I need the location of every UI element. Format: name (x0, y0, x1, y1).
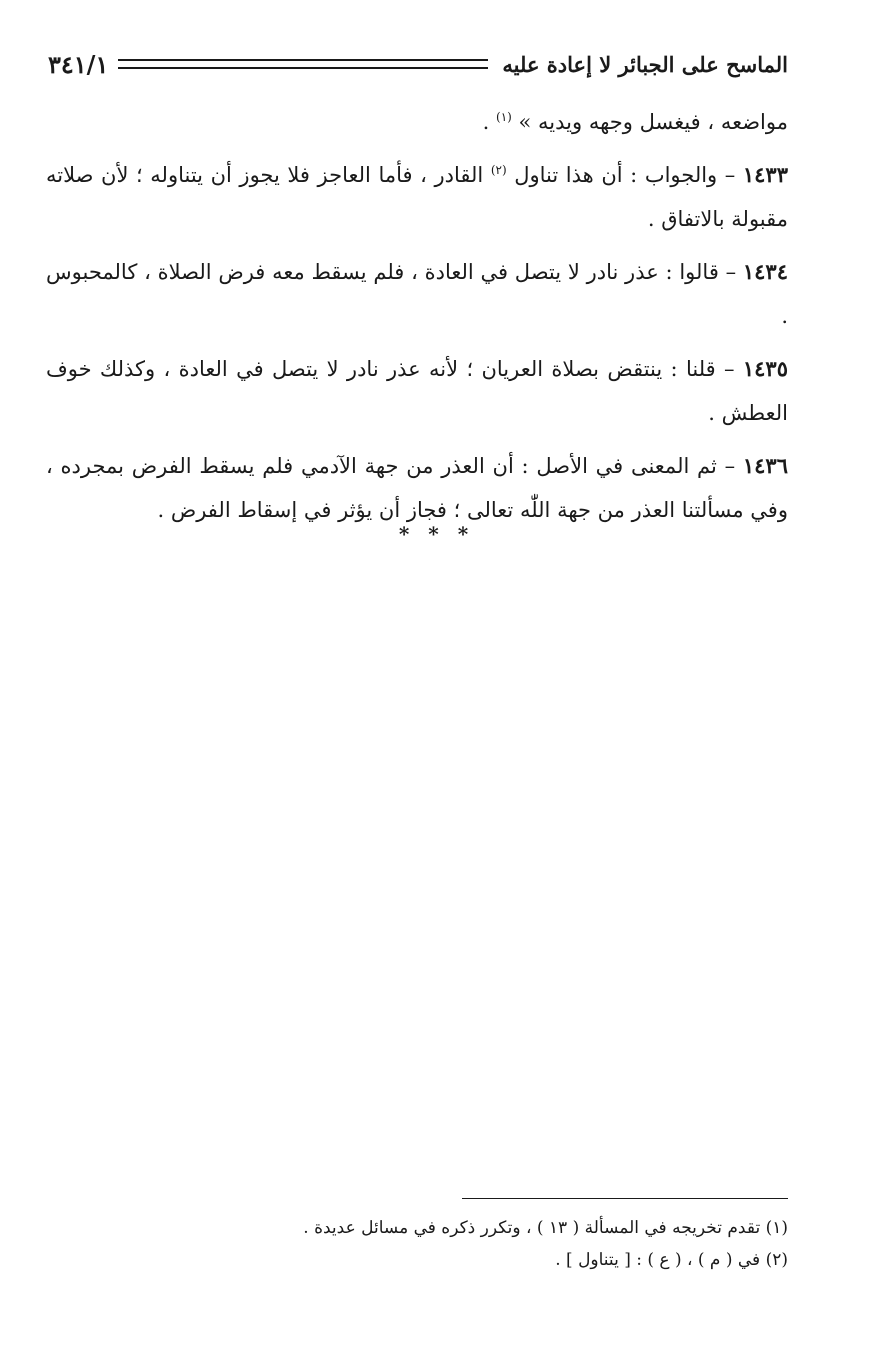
paragraph (46, 347, 788, 435)
page-number: ٣٤١/١ (48, 49, 109, 79)
main-text (46, 100, 788, 541)
paragraph-text: مواضعه ، فيغسل وجهه ويديه » (511, 110, 788, 134)
paragraph-number: ١٤٣٤ (742, 259, 788, 284)
footnote: (١) تقدم تخريجه في المسألة ( ١٣ ) ، وتكرر ذكره في مسائل عديدة . (303, 1218, 788, 1238)
footnote-marker: (١) (496, 110, 512, 124)
footnote-marker: (٢) (490, 163, 507, 177)
footnote: (٢) في ( م ) ، ( ع ) : [ يتناول ] . (555, 1250, 788, 1270)
running-header (48, 44, 788, 84)
paragraph (46, 153, 788, 241)
paragraph-text: – ثم المعنى في الأصل : أن العذر من جهة الآدمي فلم يسقط الفرض بمجرده ، وفي مسألتنا العذر من جهة اللّٰه تعالى ؛ فجاز أن يؤثر في إسقاط الفرض . (46, 454, 788, 522)
paragraph-text: . (482, 110, 497, 134)
paragraph-number: ١٤٣٦ (742, 453, 788, 478)
paragraph (46, 100, 788, 144)
section-separator: * * * (398, 522, 475, 546)
paragraph-text: – قالوا : عذر نادر لا يتصل في العادة ، فلم يسقط معه فرض الصلاة ، كالمحبوس . (46, 260, 788, 328)
footnote-divider (462, 1198, 788, 1199)
paragraph-text: – والجواب : أن هذا تناول (506, 163, 743, 187)
paragraph-number: ١٤٣٣ (742, 162, 788, 187)
footnotes (60, 1212, 788, 1276)
paragraph-number: ١٤٣٥ (742, 356, 788, 381)
paragraph (46, 250, 788, 338)
paragraph (46, 444, 788, 532)
paragraph-text: القادر ، فأما العاجز فلا يجوز أن يتناوله ؛ لأن صلاته مقبولة بالاتفاق . (46, 163, 788, 231)
paragraph-text: – قلنا : ينتقض بصلاة العريان ؛ لأنه عذر نادر لا يتصل في العادة ، وكذلك خوف العطش . (46, 357, 788, 425)
header-double-rule (118, 59, 488, 69)
header-title: الماسح على الجبائر لا إعادة عليه (502, 51, 788, 77)
